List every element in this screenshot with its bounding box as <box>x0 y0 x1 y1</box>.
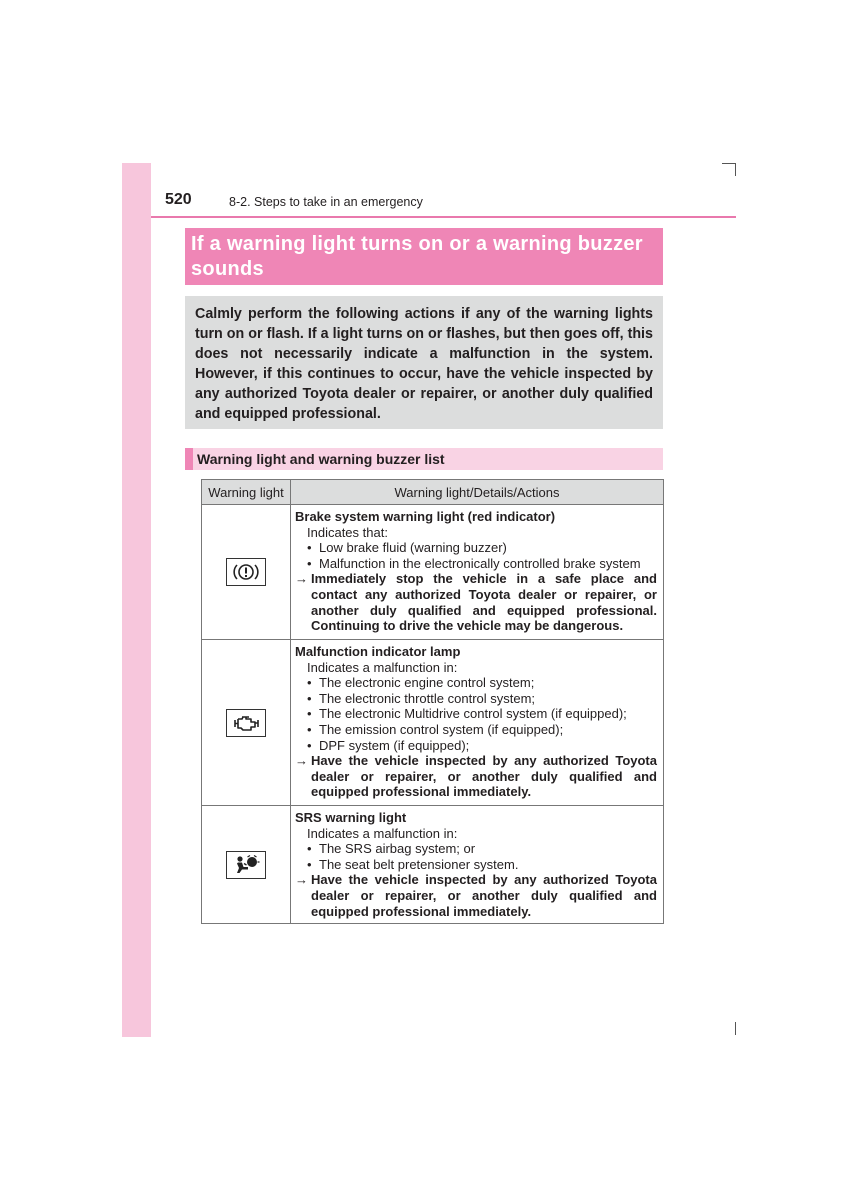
row-action: → Have the vehicle inspected by any authorized Toyota dealer or repairer, or another duly qualified and equipped professional immediately. <box>295 753 657 800</box>
subheading: Warning light and warning buzzer list <box>197 451 445 467</box>
crop-mark-top-v <box>735 163 736 176</box>
arrow-right-icon: → <box>295 571 308 587</box>
details-cell <box>291 640 664 806</box>
list-item: • The emission control system (if equipped); <box>307 721 564 737</box>
table-row <box>202 806 664 924</box>
header-rule <box>151 216 736 218</box>
crop-mark-top-h <box>722 163 736 164</box>
table-header-row <box>202 480 664 505</box>
section-breadcrumb: 8-2. Steps to take in an emergency <box>229 195 423 209</box>
table-row <box>202 505 664 640</box>
column-header-details: Warning light/Details/Actions <box>291 480 664 505</box>
brake-warning-icon <box>226 558 266 586</box>
details-cell <box>291 806 664 924</box>
icon-cell <box>202 505 291 640</box>
arrow-right-icon: → <box>295 753 308 769</box>
arrow-right-icon: → <box>295 872 308 888</box>
list-item: • The SRS airbag system; or <box>307 841 476 857</box>
column-header-light: Warning light <box>202 480 291 505</box>
row-intro: Indicates a malfunction in: <box>307 825 458 841</box>
page-number: 520 <box>165 191 192 208</box>
row-intro: Indicates that: <box>307 524 388 540</box>
list-item: • Malfunction in the electronically controlled brake system <box>307 555 641 571</box>
list-item: • The electronic throttle control system; <box>307 690 536 706</box>
icon-cell <box>202 640 291 806</box>
srs-airbag-icon <box>226 851 266 879</box>
engine-malfunction-icon <box>226 709 266 737</box>
row-title: Brake system warning light (red indicator) <box>295 509 556 524</box>
page-title-box <box>185 228 663 285</box>
row-action: → Have the vehicle inspected by any authorized Toyota dealer or repairer, or another duly qualified and equipped professional immediately. <box>295 872 657 919</box>
details-cell <box>291 505 664 640</box>
row-title: Malfunction indicator lamp <box>295 644 461 659</box>
subheading-box <box>185 448 663 470</box>
crop-mark-bottom <box>735 1022 736 1035</box>
list-item: • Low brake fluid (warning buzzer) <box>307 540 507 556</box>
table-row <box>202 640 664 806</box>
list-item: • DPF system (if equipped); <box>307 737 470 753</box>
list-item: • The electronic Multidrive control system (if equipped); <box>307 706 627 722</box>
row-action: → Immediately stop the vehicle in a safe place and contact any authorized Toyota dealer or repairer, or another duly qualified and equipped professional. Continuing to drive the vehicle may be dangerous. <box>295 571 657 634</box>
side-tab-band <box>122 163 151 1037</box>
intro-box <box>185 296 663 429</box>
icon-cell <box>202 806 291 924</box>
list-item: • The seat belt pretensioner system. <box>307 856 519 872</box>
list-item: • The electronic engine control system; <box>307 675 535 691</box>
row-intro: Indicates a malfunction in: <box>307 659 458 675</box>
warning-light-table <box>201 479 664 924</box>
intro-text: Calmly perform the following actions if any of the warning lights turn on or flash. If a light turns on or flashes, but then goes off, this does not necessarily indicate a malfunction in the system. However, if this continues to occur, have the vehicle inspected by any authorized Toyota dealer or repairer, or another duly qualified and equipped professional. <box>195 306 653 422</box>
row-title: SRS warning light <box>295 810 407 825</box>
page-title: If a warning light turns on or a warning buzzer sounds <box>191 233 643 280</box>
